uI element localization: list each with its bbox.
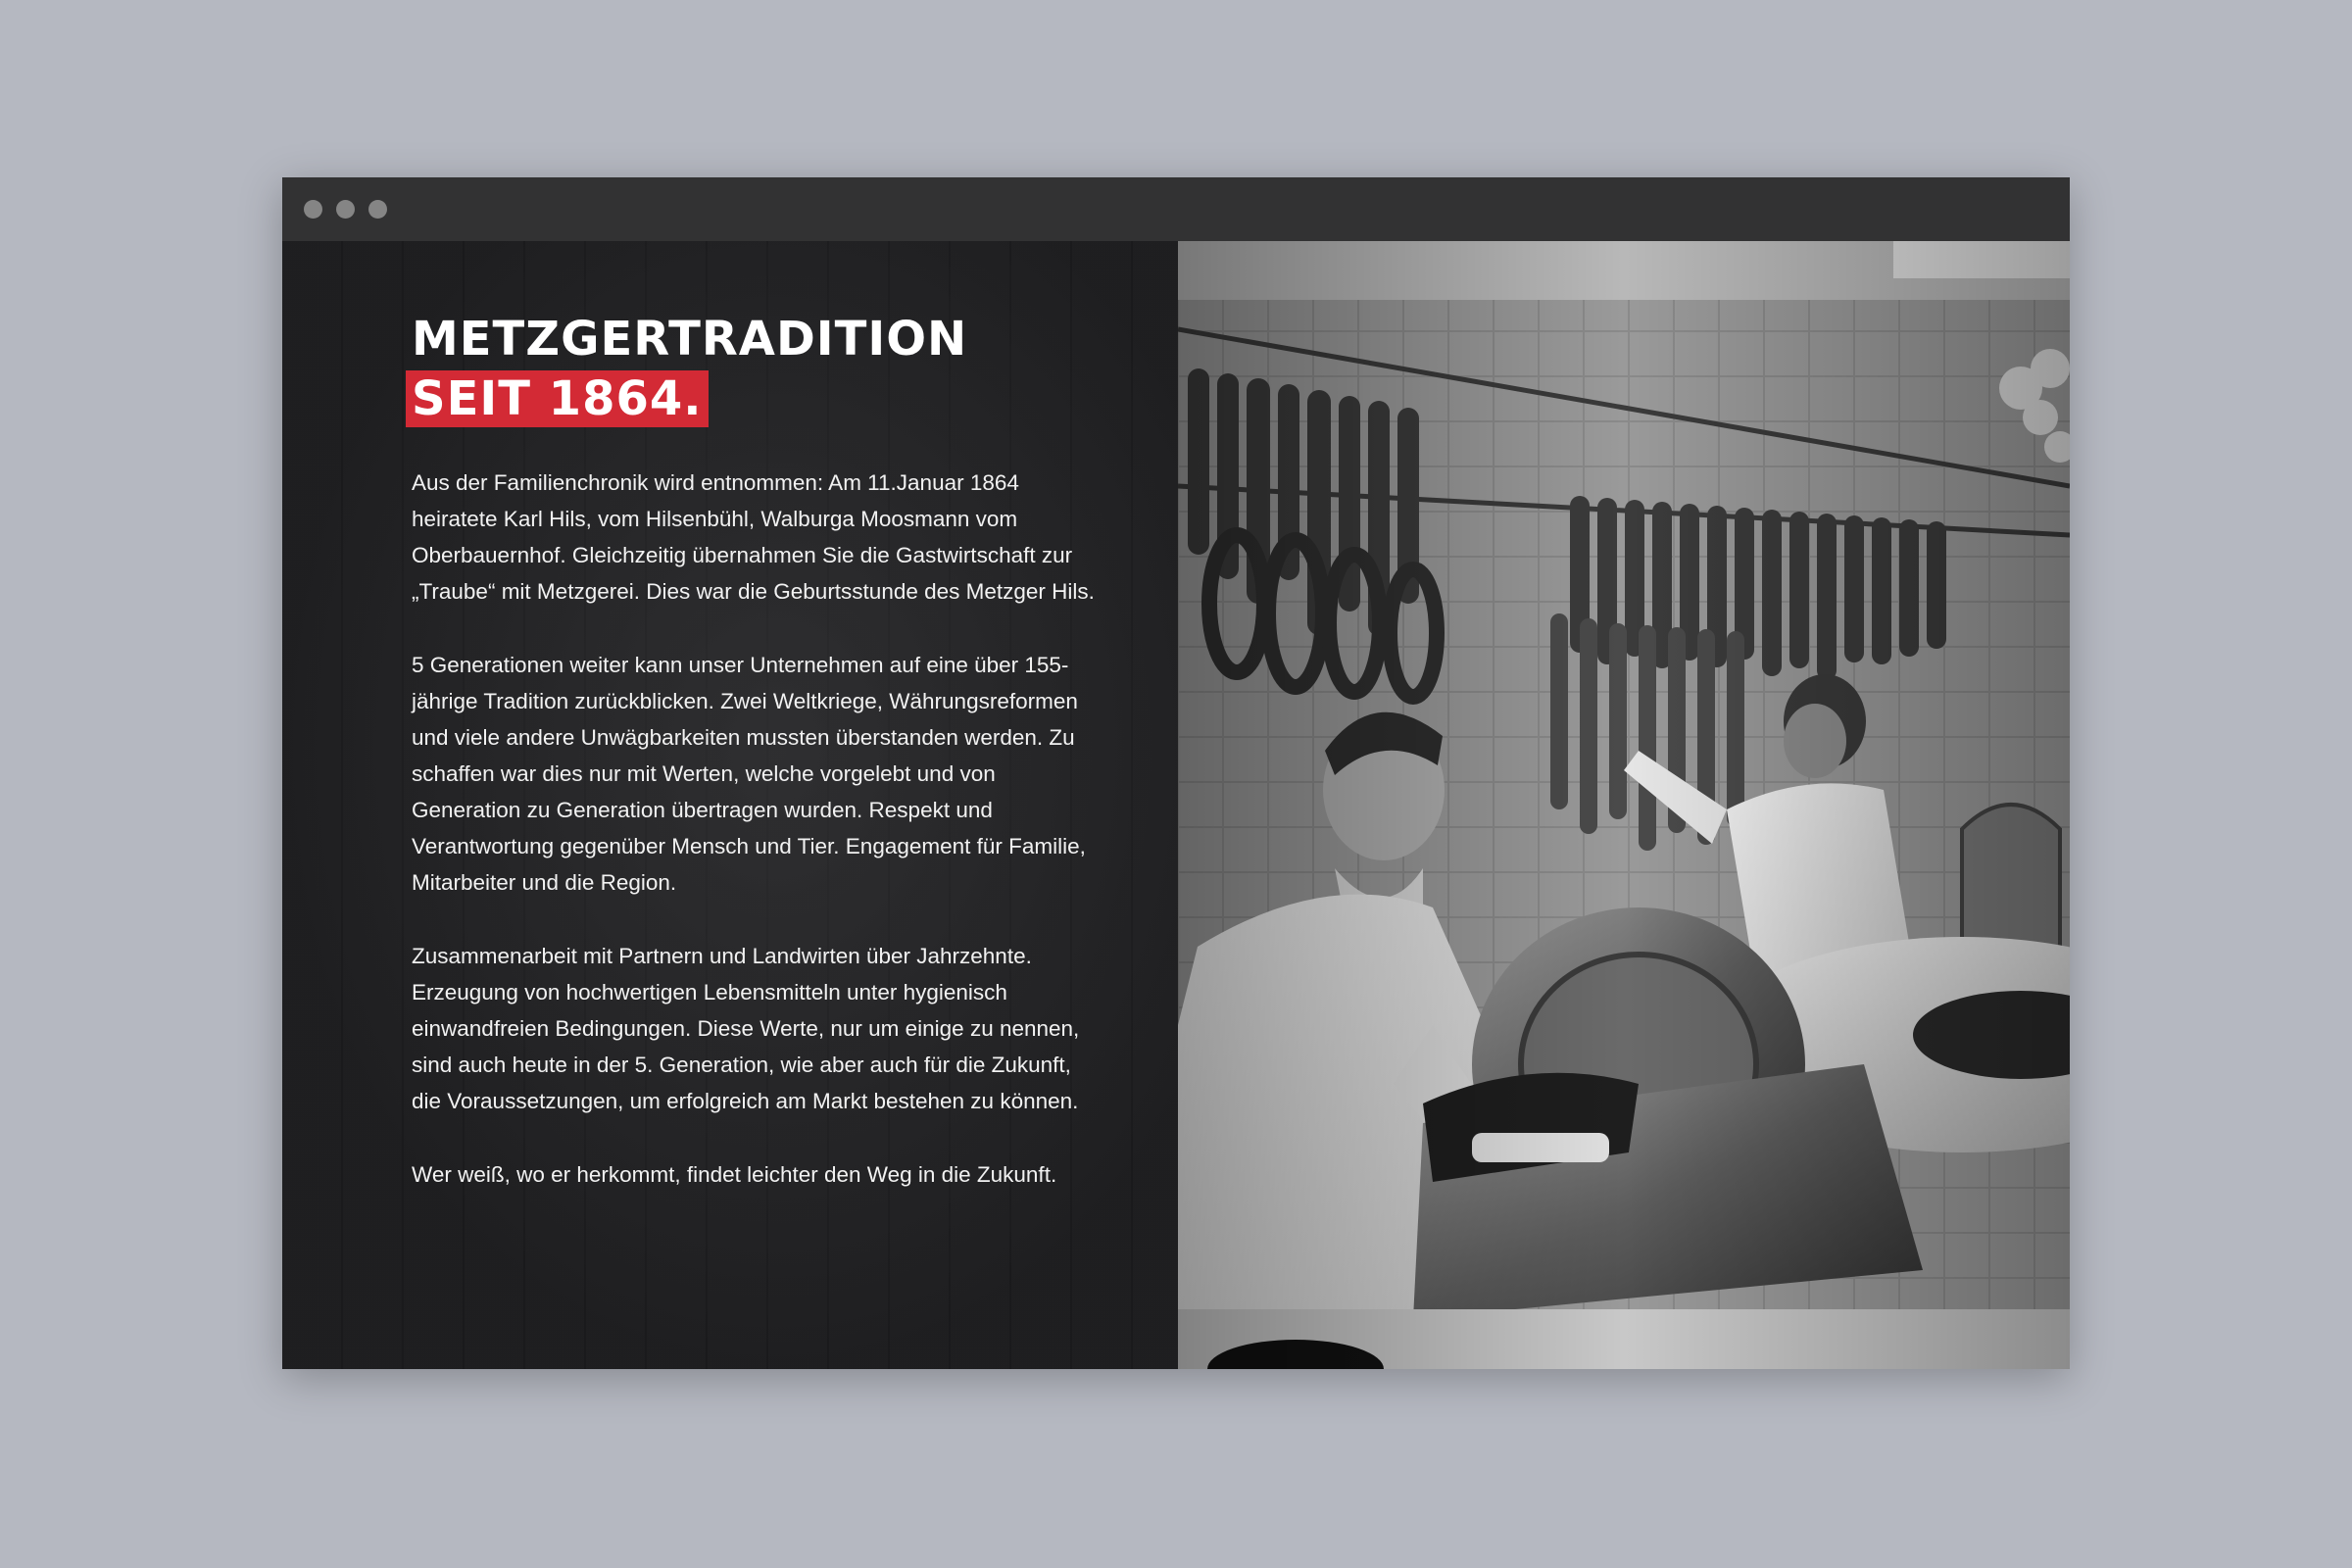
history-paragraph-2: 5 Generationen weiter kann unser Unternehmen auf eine über 155-jährige Tradition zurückblicken. Zwei Weltkriege, Währungsreformen und viele andere Unwägbarkeiten mussten überstanden werden. Zu schaffen war dies nur mit Werten, welche vorgelebt und von Generation zu Generation übertragen wurden. Respekt und Verantwortung gegenüber Mensch und Tier. Engagement für Familie, Mitarbeiter und die Region. <box>412 653 1086 895</box>
history-text-block <box>412 310 1098 1215</box>
window-maximize-dot[interactable] <box>368 200 387 219</box>
historic-butcher-shop-photo <box>1178 241 2070 1369</box>
window-minimize-dot[interactable] <box>336 200 355 219</box>
window-titlebar <box>282 177 2070 241</box>
history-paragraph-1: Aus der Familienchronik wird entnommen: Am 11.Januar 1864 heiratete Karl Hils, vom Hilsenbühl, Walburga Moosmann vom Oberbauernhof. Gleichzeitig übernahmen Sie die Gastwirtschaft zur „Traube“ mit Metzgerei. Dies war die Geburtsstunde des Metzger Hils. <box>412 470 1095 604</box>
section-heading: METZGERTRADITION <box>412 312 968 367</box>
history-text-panel <box>282 241 1178 1369</box>
section-heading-highlight: SEIT 1864. <box>406 370 709 427</box>
history-paragraph-4: Wer weiß, wo er herkommt, findet leichter den Weg in die Zukunft. <box>412 1162 1057 1187</box>
window-close-dot[interactable] <box>304 200 322 219</box>
browser-window <box>282 177 2070 1369</box>
historic-photo-illustration <box>1178 241 2070 1369</box>
page-content <box>282 241 2070 1369</box>
history-paragraph-3: Zusammenarbeit mit Partnern und Landwirten über Jahrzehnte. Erzeugung von hochwertigen Lebensmitteln unter hygienisch einwandfreien Bedingungen. Diese Werte, nur um einige zu nennen, sind auch heute in der 5. Generation, wie aber auch für die Zukunft, die Voraussetzungen, um erfolgreich am Markt bestehen zu können. <box>412 944 1080 1113</box>
